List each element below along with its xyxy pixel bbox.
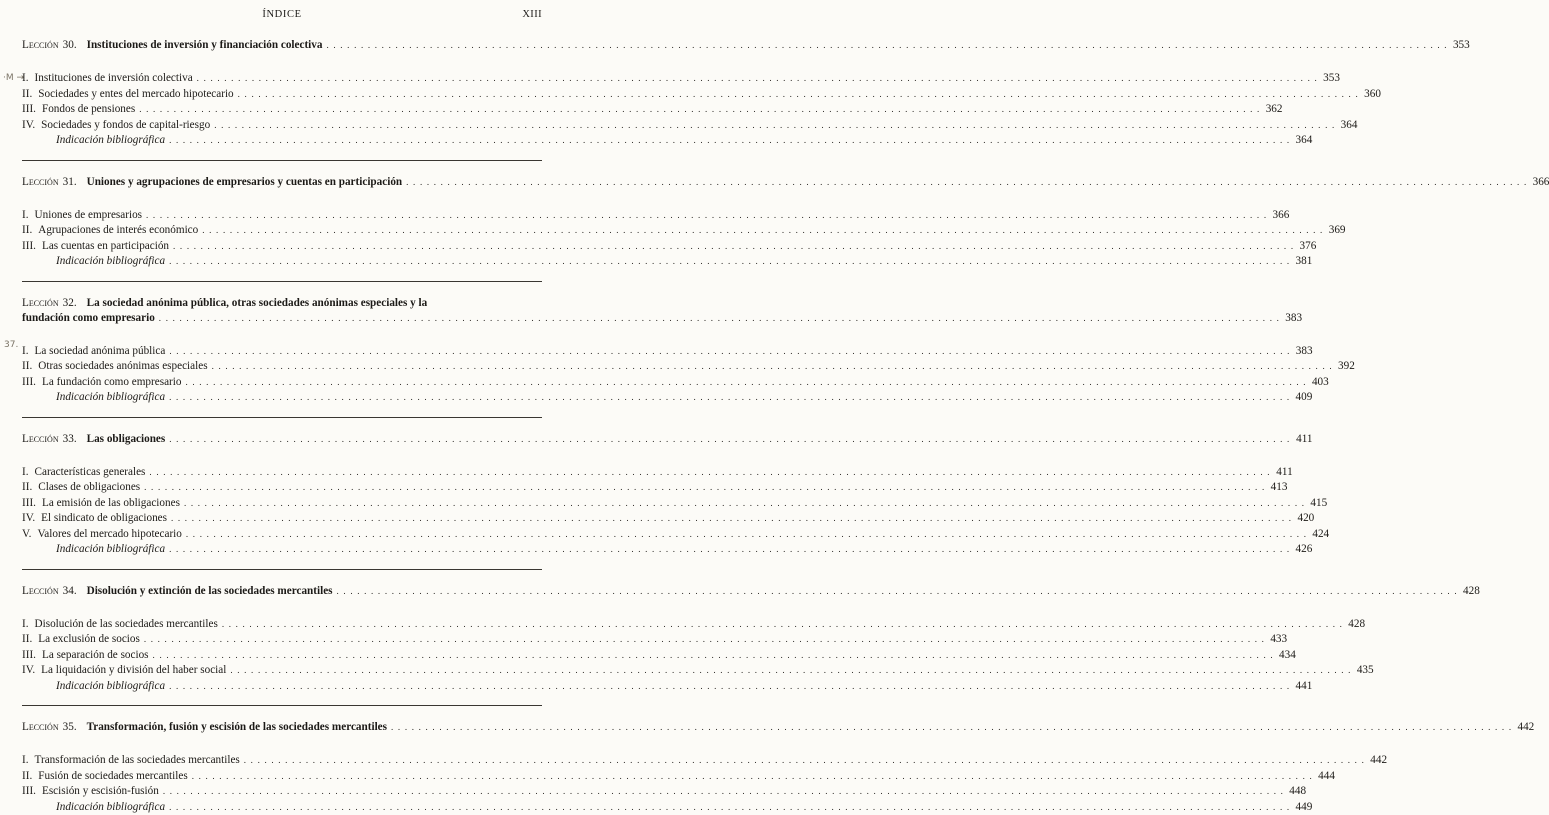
- toc-entry[interactable]: [22, 784, 542, 800]
- toc-entry[interactable]: [22, 208, 542, 224]
- lesson-label: Lección: [22, 296, 59, 311]
- lesson-page: 428: [1462, 584, 1480, 598]
- toc-entry[interactable]: [22, 344, 542, 360]
- toc-entry[interactable]: [22, 632, 542, 648]
- dot-leader: [337, 584, 1458, 598]
- lesson-page: 411: [1295, 432, 1313, 446]
- lesson-number: 31.: [63, 175, 77, 189]
- bibliography-label: Indicación bibliográfica: [56, 133, 165, 149]
- lesson-heading[interactable]: [22, 175, 542, 189]
- lesson-title: Las obligaciones: [87, 432, 166, 446]
- entry-title: La emisión de las obligaciones: [42, 496, 180, 512]
- entry-page: 376: [1298, 239, 1316, 255]
- entry-page: 435: [1356, 663, 1374, 679]
- lesson-page: 353: [1452, 38, 1470, 52]
- toc-entry[interactable]: [22, 753, 542, 769]
- entry-page: 433: [1269, 632, 1287, 648]
- entry-roman-numeral: IV.: [22, 663, 41, 679]
- lesson-section: [22, 296, 542, 418]
- entry-title: Clases de obligaciones: [38, 480, 140, 496]
- entry-title: Las cuentas en participación: [42, 239, 169, 255]
- lesson-label: Lección: [22, 432, 59, 446]
- dot-leader: [184, 496, 1305, 512]
- page-number: XIII: [522, 9, 542, 20]
- dot-leader: [171, 511, 1292, 527]
- entry-roman-numeral: II.: [22, 480, 38, 496]
- toc-entry[interactable]: [22, 496, 542, 512]
- toc-entry[interactable]: [22, 663, 542, 679]
- entry-title: Características generales: [35, 465, 146, 481]
- toc-entry[interactable]: [22, 102, 542, 118]
- bibliography-label: Indicación bibliográfica: [56, 679, 165, 695]
- entry-list: [22, 208, 542, 270]
- dot-leader: [159, 311, 1280, 326]
- lesson-title: La sociedad anónima pública, otras sociedades anónimas especiales y la: [87, 296, 428, 311]
- entry-page: 413: [1269, 480, 1287, 496]
- entry-page: 403: [1311, 375, 1329, 391]
- toc-entry[interactable]: [22, 511, 542, 527]
- entry-page: 411: [1275, 465, 1293, 481]
- dot-leader: [212, 359, 1333, 375]
- entry-page: 442: [1369, 753, 1387, 769]
- entry-list: [22, 71, 542, 149]
- section-divider: [22, 281, 542, 282]
- lesson-number: 30.: [63, 38, 77, 52]
- entry-list: [22, 344, 542, 406]
- entry-page: 448: [1288, 784, 1306, 800]
- bibliography-entry[interactable]: [22, 133, 542, 149]
- lesson-section: [22, 175, 542, 282]
- dot-leader: [169, 679, 1290, 695]
- lesson-number: 33.: [63, 432, 77, 446]
- entry-roman-numeral: I.: [22, 208, 35, 224]
- bibliography-label: Indicación bibliográfica: [56, 542, 165, 558]
- lesson-heading[interactable]: [22, 720, 542, 734]
- toc-entry[interactable]: [22, 648, 542, 664]
- entry-roman-numeral: I.: [22, 344, 35, 360]
- entry-roman-numeral: I.: [22, 617, 35, 633]
- dot-leader: [169, 390, 1290, 406]
- lesson-number: 34.: [63, 584, 77, 598]
- dot-leader: [169, 344, 1290, 360]
- lesson-section: [22, 584, 542, 707]
- entry-title: Escisión y escisión-fusión: [42, 784, 159, 800]
- lesson-page: 366: [1531, 175, 1549, 189]
- entry-page: 434: [1278, 648, 1296, 664]
- dot-leader: [169, 432, 1290, 446]
- dot-leader: [144, 480, 1265, 496]
- entry-title: Fondos de pensiones: [42, 102, 135, 118]
- bibliography-page: 364: [1294, 133, 1312, 149]
- lesson-title-continued: fundación como empresario: [22, 311, 155, 326]
- bibliography-entry[interactable]: [22, 254, 542, 270]
- bibliography-page: 449: [1294, 800, 1312, 815]
- entry-title: La exclusión de socios: [38, 632, 140, 648]
- entry-roman-numeral: III.: [22, 648, 42, 664]
- entry-page: 366: [1271, 208, 1289, 224]
- lesson-section: [22, 38, 542, 161]
- lesson-label: Lección: [22, 38, 59, 52]
- entry-roman-numeral: III.: [22, 375, 42, 391]
- toc-entry[interactable]: [22, 465, 542, 481]
- lesson-label: Lección: [22, 584, 59, 598]
- entry-title: Agrupaciones de interés económico: [38, 223, 198, 239]
- dot-leader: [169, 133, 1290, 149]
- bibliography-entry[interactable]: [22, 800, 542, 815]
- bibliography-page: 409: [1294, 390, 1312, 406]
- lesson-number: 35.: [63, 720, 77, 734]
- entry-page: 383: [1295, 344, 1313, 360]
- bibliography-page: 381: [1294, 254, 1312, 270]
- lesson-label: Lección: [22, 175, 59, 189]
- entry-title: Disolución de las sociedades mercantiles: [35, 617, 218, 633]
- bibliography-label: Indicación bibliográfica: [56, 254, 165, 270]
- running-head: ÍNDICE: [22, 9, 542, 20]
- dot-leader: [153, 648, 1274, 664]
- dot-leader: [326, 38, 1447, 52]
- lesson-page: 383: [1284, 311, 1302, 326]
- lesson-number: 32.: [63, 296, 77, 311]
- handwritten-margin-note: 37.: [4, 340, 18, 350]
- entry-title: La liquidación y división del haber social: [41, 663, 226, 679]
- dot-leader: [169, 800, 1290, 815]
- dot-leader: [186, 527, 1307, 543]
- dot-leader: [173, 239, 1294, 255]
- entry-page: 362: [1264, 102, 1282, 118]
- dot-leader: [230, 663, 1351, 679]
- entry-title: Uniones de empresarios: [35, 208, 143, 224]
- entry-page: 424: [1311, 527, 1329, 543]
- dot-leader: [185, 375, 1306, 391]
- entry-title: Transformación de las sociedades mercantiles: [35, 753, 240, 769]
- entry-title: El sindicato de obligaciones: [41, 511, 167, 527]
- entry-list: [22, 465, 542, 558]
- dot-leader: [222, 617, 1343, 633]
- entry-title: Valores del mercado hipotecario: [37, 527, 181, 543]
- toc-entry[interactable]: [22, 118, 542, 134]
- toc-entry[interactable]: [22, 223, 542, 239]
- dot-leader: [169, 542, 1290, 558]
- entry-roman-numeral: II.: [22, 632, 38, 648]
- entry-title: Instituciones de inversión colectiva: [35, 71, 193, 87]
- section-divider: [22, 705, 542, 706]
- entry-roman-numeral: II.: [22, 223, 38, 239]
- toc-entry[interactable]: [22, 617, 542, 633]
- dot-leader: [244, 753, 1365, 769]
- bibliography-entry[interactable]: [22, 679, 542, 695]
- lesson-page: 442: [1516, 720, 1534, 734]
- lesson-title: Uniones y agrupaciones de empresarios y cuentas en participación: [87, 175, 403, 189]
- toc-entry[interactable]: [22, 87, 542, 103]
- dot-leader: [144, 632, 1265, 648]
- toc-entry[interactable]: [22, 359, 542, 375]
- entry-roman-numeral: III.: [22, 496, 42, 512]
- entry-title: Sociedades y entes del mercado hipotecario: [38, 87, 233, 103]
- dot-leader: [139, 102, 1260, 118]
- dot-leader: [146, 208, 1267, 224]
- entry-title: Fusión de sociedades mercantiles: [38, 769, 187, 785]
- entry-roman-numeral: III.: [22, 102, 42, 118]
- dot-leader: [406, 175, 1527, 189]
- entry-page: 415: [1309, 496, 1327, 512]
- lesson-title: Disolución y extinción de las sociedades mercantiles: [87, 584, 333, 598]
- entry-roman-numeral: II.: [22, 359, 38, 375]
- entry-roman-numeral: II.: [22, 769, 38, 785]
- entry-title: Sociedades y fondos de capital-riesgo: [41, 118, 210, 134]
- lesson-heading[interactable]: [22, 38, 542, 52]
- lesson-label: Lección: [22, 720, 59, 734]
- entry-page: 428: [1347, 617, 1365, 633]
- bibliography-page: 426: [1294, 542, 1312, 558]
- dot-leader: [192, 769, 1313, 785]
- entry-page: 420: [1296, 511, 1314, 527]
- entry-list: [22, 617, 542, 695]
- entry-roman-numeral: V.: [22, 527, 37, 543]
- lesson-title: Instituciones de inversión y financiación colectiva: [87, 38, 323, 52]
- bibliography-entry[interactable]: [22, 390, 542, 406]
- dot-leader: [169, 254, 1290, 270]
- entry-roman-numeral: II.: [22, 87, 38, 103]
- entry-roman-numeral: I.: [22, 71, 35, 87]
- dot-leader: [238, 87, 1359, 103]
- dot-leader: [163, 784, 1284, 800]
- dot-leader: [391, 720, 1512, 734]
- lesson-section: [22, 720, 542, 815]
- entry-page: 364: [1339, 118, 1357, 134]
- lesson-heading[interactable]: [22, 432, 542, 446]
- entry-roman-numeral: IV.: [22, 118, 41, 134]
- lesson-heading[interactable]: [22, 296, 542, 326]
- dot-leader: [197, 71, 1318, 87]
- toc-entry[interactable]: [22, 71, 542, 87]
- bibliography-entry[interactable]: [22, 542, 542, 558]
- entry-page: 392: [1337, 359, 1355, 375]
- entry-page: 353: [1322, 71, 1340, 87]
- bibliography-label: Indicación bibliográfica: [56, 390, 165, 406]
- section-divider: [22, 417, 542, 418]
- lesson-section: [22, 432, 542, 570]
- dot-leader: [149, 465, 1270, 481]
- entry-title: Otras sociedades anónimas especiales: [38, 359, 207, 375]
- handwritten-margin-mark: ·M →: [3, 73, 24, 83]
- table-of-contents: [22, 38, 542, 815]
- toc-entry[interactable]: [22, 375, 542, 391]
- toc-entry[interactable]: [22, 239, 542, 255]
- bibliography-label: Indicación bibliográfica: [56, 800, 165, 815]
- entry-title: La sociedad anónima pública: [35, 344, 166, 360]
- entry-roman-numeral: III.: [22, 239, 42, 255]
- dot-leader: [214, 118, 1335, 134]
- section-divider: [22, 569, 542, 570]
- toc-entry[interactable]: [22, 527, 542, 543]
- entry-title: La fundación como empresario: [42, 375, 181, 391]
- section-divider: [22, 160, 542, 161]
- entry-page: 444: [1317, 769, 1335, 785]
- lesson-title: Transformación, fusión y escisión de las sociedades mercantiles: [87, 720, 387, 734]
- entry-title: La separación de socios: [42, 648, 149, 664]
- page-header: [22, 9, 542, 23]
- book-page: [0, 0, 566, 800]
- entry-roman-numeral: IV.: [22, 511, 41, 527]
- entry-roman-numeral: I.: [22, 753, 35, 769]
- toc-entry[interactable]: [22, 480, 542, 496]
- bibliography-page: 441: [1294, 679, 1312, 695]
- entry-roman-numeral: I.: [22, 465, 35, 481]
- entry-page: 360: [1363, 87, 1381, 103]
- entry-roman-numeral: III.: [22, 784, 42, 800]
- toc-entry[interactable]: [22, 769, 542, 785]
- dot-leader: [202, 223, 1323, 239]
- lesson-heading[interactable]: [22, 584, 542, 598]
- entry-page: 369: [1328, 223, 1346, 239]
- entry-list: [22, 753, 542, 815]
